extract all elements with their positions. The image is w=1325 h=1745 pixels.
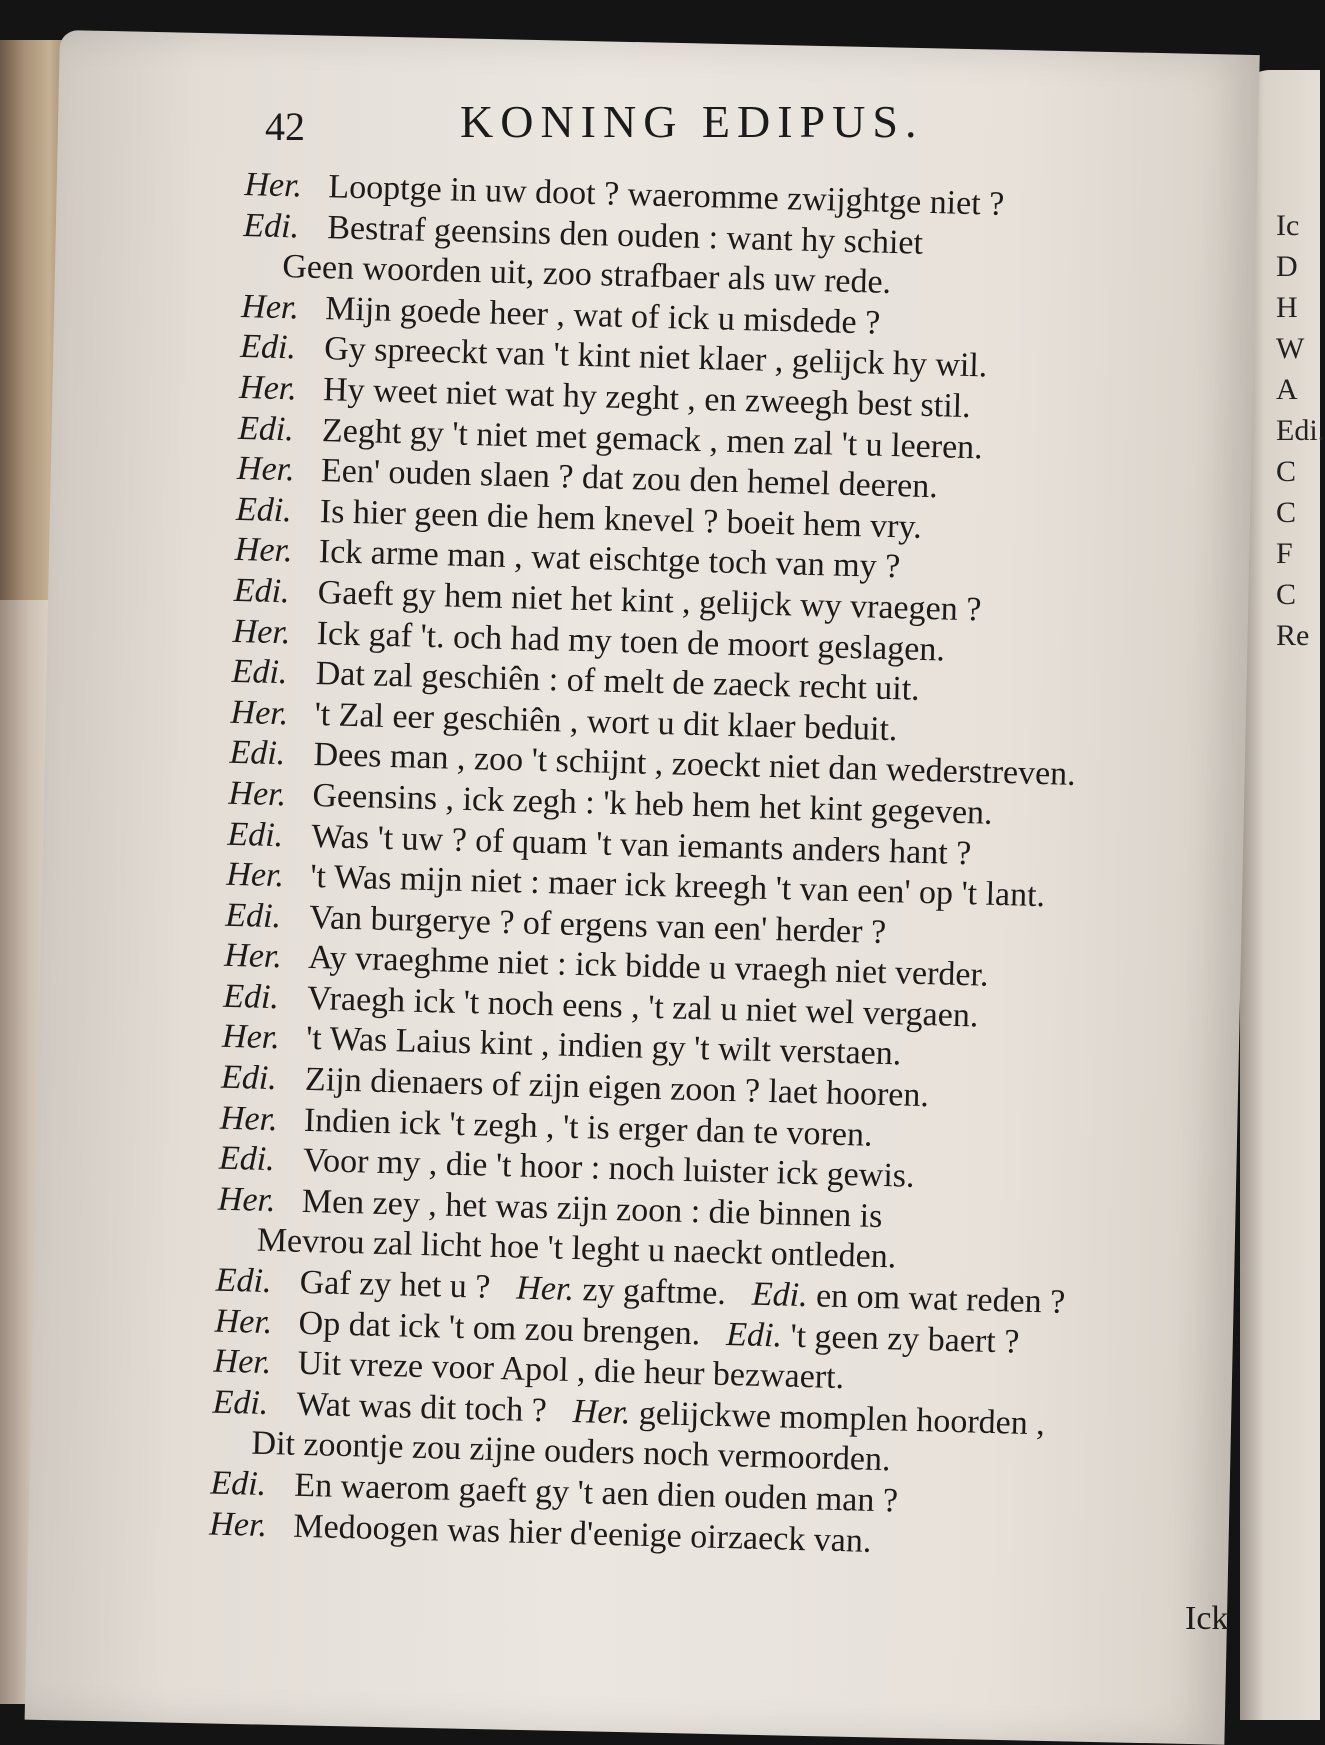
- verse-text: Bestraf geensins den ouden : want hy schiet: [326, 208, 924, 262]
- speaker-label: Her.: [225, 855, 285, 895]
- verse-text: Men zey , het was zijn zoon : die binnen is: [301, 1182, 883, 1235]
- verse-text: Mijn goede heer , wat of ick u misdede ?: [324, 289, 881, 342]
- speaker-label: Edi.: [231, 652, 288, 692]
- speaker-label: Edi.: [224, 896, 282, 935]
- speaker-label: Her.: [221, 1018, 281, 1057]
- speaker-label: Edi.: [237, 409, 295, 448]
- speaker-label: Her.: [244, 165, 303, 205]
- speaker-label: Edi.: [218, 1139, 276, 1179]
- verse-text: Dit zoontje zou zijne ouders noch vermoorden.: [251, 1425, 892, 1479]
- verse-text: 't geen zy baert ?: [790, 1317, 1020, 1361]
- verse-text: Zijn dienaers of zijn eigen zoon ? laet hooren.: [304, 1060, 930, 1115]
- catchword: Ick: [1185, 1600, 1229, 1637]
- speaker-label: Edi.: [229, 734, 286, 773]
- speaker-label: Her.: [223, 937, 283, 976]
- speaker-label: Edi.: [220, 1058, 278, 1098]
- verse-text: Gaf zy het u ?: [299, 1263, 491, 1306]
- verse-text: Mevrou zal licht hoe 't leght u naeckt ontleden.: [256, 1222, 897, 1276]
- speaker-label: Edi.: [725, 1315, 783, 1355]
- speaker-label: Her.: [232, 612, 291, 651]
- verse-text: Was 't uw ? of quam 't van iemants anders hant ?: [310, 817, 972, 872]
- verse-text: Een' ouden slaen ? dat zou den hemel deeren.: [320, 452, 939, 506]
- verse-text: 't Was Laius kint , indien gy 't wilt verstaen.: [305, 1020, 902, 1073]
- verse-text: Ick gaf 't. och had my toen de moort geslagen.: [316, 614, 946, 669]
- verse-text: Van burgerye ? of ergens van een' herder ?: [308, 898, 887, 951]
- verse-text: zy gaftme.: [581, 1271, 727, 1313]
- verse-text: Medoogen was hier d'eenige oirzaeck van.: [292, 1507, 872, 1560]
- verse-text: En waerom gaeft gy 't aen dien ouden man ?: [293, 1466, 899, 1520]
- speaker-label: Her.: [240, 287, 300, 327]
- verse-text: Hy weet niet wat hy zeght , en zweegh best stil.: [322, 371, 972, 426]
- speaker-label: Her.: [214, 1302, 273, 1341]
- verse-text: Zeght gy 't niet met gemack , men zal 't u leeren.: [321, 411, 984, 466]
- verse-text: Voor my , die 't hoor : noch luister ick gewis.: [302, 1142, 915, 1196]
- verse-text: en om wat reden ?: [815, 1277, 1066, 1321]
- speaker-label: Edi.: [242, 206, 300, 246]
- verse-text: Looptge in uw doot ? waeromme zwijghtge niet ?: [327, 168, 1005, 223]
- speaker-label: Her.: [236, 450, 296, 489]
- verse-text: Gaeft gy hem niet het kint , gelijck wy vraegen ?: [317, 573, 982, 629]
- speaker-label: Her.: [238, 368, 298, 408]
- verse-text: Wat was dit toch ?: [296, 1385, 548, 1430]
- speaker-label: Her.: [217, 1180, 276, 1219]
- speaker-label: Edi.: [751, 1275, 809, 1315]
- verse-text: Ick arme man , wat eischtge toch van my ?: [318, 533, 901, 586]
- speaker-label: Her.: [230, 693, 289, 733]
- page-number: 42: [265, 104, 305, 149]
- speaker-label: Her.: [572, 1392, 631, 1432]
- speaker-label: Her.: [208, 1505, 268, 1544]
- verse-text: gelijckwe momplen hoorden ,: [638, 1394, 1046, 1443]
- verse-text: Geen woorden uit, zoo strafbaer als uw rede.: [281, 248, 892, 302]
- speaker-label: Her.: [213, 1342, 272, 1382]
- verse-text: 't Was mijn niet : maer ick kreegh 't van een' op 't lant.: [309, 858, 1046, 915]
- speaker-label: Edi.: [233, 571, 291, 611]
- speaker-label: Edi.: [227, 815, 284, 854]
- verse-text: Geensins , ick zegh : 'k heb hem het kint gegeven.: [312, 776, 994, 832]
- speaker-label: Her.: [228, 774, 287, 814]
- verse-text: Indien ick 't zegh , 't is erger dan te voren.: [303, 1101, 873, 1154]
- speaker-label: Edi.: [239, 328, 297, 367]
- speaker-label: Edi.: [222, 977, 280, 1017]
- verse-text: Uit vreze voor Apol , die heur bezwaert.: [297, 1345, 845, 1397]
- speaker-label: Edi.: [212, 1383, 269, 1422]
- verse-text: Is hier geen die hem knevel ? boeit hem vry.: [319, 492, 923, 546]
- verse-text: Ay vraeghme niet : ick bidde u vraegh niet verder.: [307, 939, 989, 995]
- running-title: KONING EDIPUS.: [460, 96, 924, 147]
- verse-text: Gy spreeckt van 't kint niet klaer , gelijck hy wil.: [323, 330, 988, 385]
- speaker-label: Her.: [515, 1269, 575, 1309]
- verse-text: Vraegh ick 't noch eens , 't zal u niet wel vergaen.: [306, 979, 979, 1035]
- verse-text: Dees man , zoo 't schijnt , zoeckt niet dan wederstreven.: [313, 736, 1077, 794]
- verse-text: Op dat ick 't om zou brengen.: [298, 1304, 701, 1352]
- dialogue-text-block: [209, 165, 1225, 1570]
- speaker-label: Edi.: [235, 490, 293, 530]
- page-header: [265, 95, 1095, 155]
- verse-text: 't Zal eer geschiên , wort u dit klaer beduit.: [314, 695, 898, 748]
- verse-text: Dat zal geschiên : of melt de zaeck recht uit.: [315, 655, 921, 708]
- next-page-text-fragments: Ic D H W A Edi. C C F C Re: [1276, 209, 1325, 652]
- speaker-label: Edi.: [210, 1464, 267, 1504]
- speaker-label: Her.: [219, 1099, 279, 1138]
- speaker-label: Edi.: [215, 1261, 272, 1301]
- speaker-label: Her.: [234, 531, 293, 570]
